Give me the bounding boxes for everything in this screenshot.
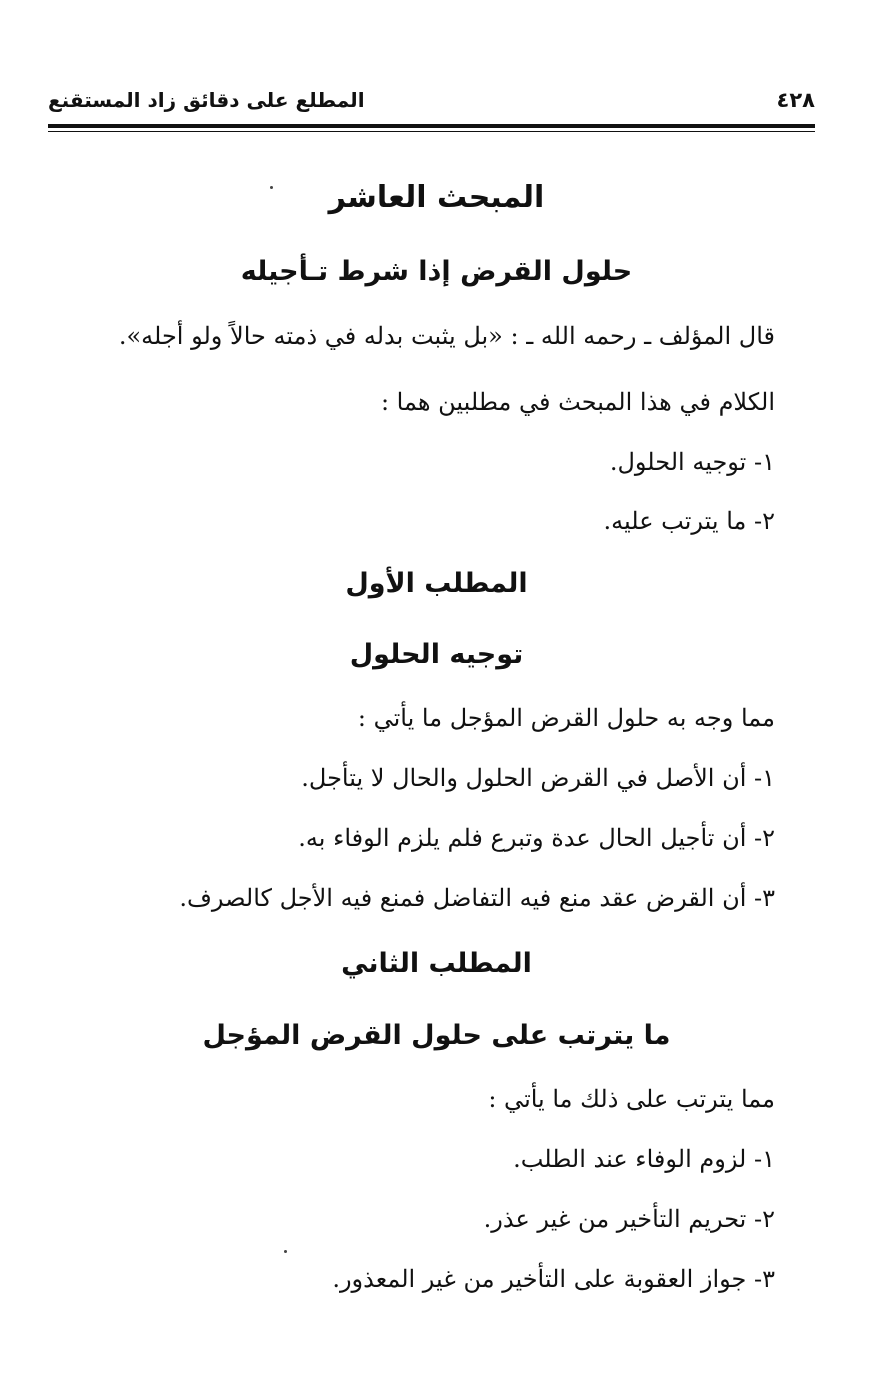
author-quote: قال المؤلف ـ رحمه الله ـ : «بل يثبت بدله في ذمته حالاً ولو أجله». (118, 322, 775, 350)
section-subtitle: حلول القرض إذا شرط تـأجيله (240, 256, 633, 287)
matlab1-lead: مما وجه به حلول القرض المؤجل ما يأتي : (357, 704, 775, 732)
matlab1-item: ١- أن الأصل في القرض الحلول والحال لا يتأجل. (301, 764, 775, 792)
matlab2-item: ٢- تحريم التأخير من غير عذر. (483, 1205, 775, 1233)
scan-speck (284, 1250, 287, 1253)
matlab2-title: المطلب الثاني (341, 948, 532, 979)
matlab2-item: ٣- جواز العقوبة على التأخير من غير المعذور. (332, 1265, 775, 1293)
book-title: المطلع على دقائق زاد المستقنع (48, 88, 365, 112)
intro-item: ٢- ما يترتب عليه. (603, 507, 775, 535)
matlab2-item: ١- لزوم الوفاء عند الطلب. (513, 1145, 775, 1173)
intro-item: ١- توجيه الحلول. (609, 448, 775, 476)
matlab2-lead: مما يترتب على ذلك ما يأتي : (488, 1085, 775, 1113)
page-number: ٤٢٨ (776, 88, 815, 112)
header-rule-thin (48, 131, 815, 132)
section-title: المبحث العاشر (328, 180, 545, 215)
intro-lead: الكلام في هذا المبحث في مطلبين هما : (380, 388, 775, 416)
running-header (48, 88, 815, 124)
header-rule (48, 124, 815, 128)
matlab1-title: المطلب الأول (345, 568, 528, 599)
matlab1-item: ٢- أن تأجيل الحال عدة وتبرع فلم يلزم الوفاء به. (298, 824, 775, 852)
matlab2-subtitle: ما يترتب على حلول القرض المؤجل (202, 1020, 671, 1051)
matlab1-subtitle: توجيه الحلول (349, 639, 524, 670)
matlab1-item: ٣- أن القرض عقد منع فيه التفاضل فمنع فيه الأجل كالصرف. (179, 884, 775, 912)
